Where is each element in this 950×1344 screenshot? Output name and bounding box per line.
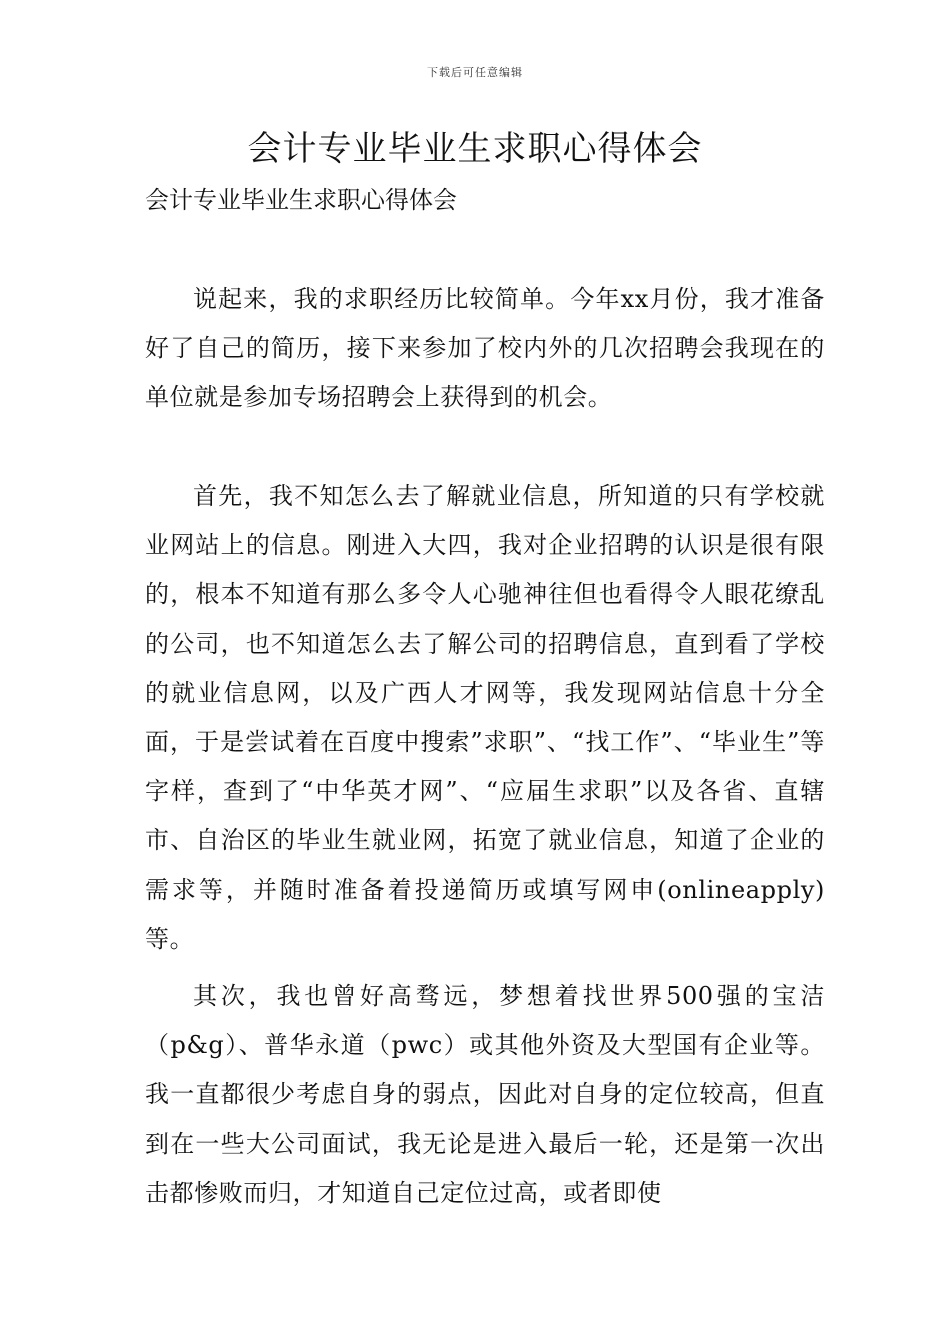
header-note: 下载后可任意编辑	[427, 66, 523, 79]
document-title: 会计专业毕业生求职心得体会	[247, 129, 703, 169]
paragraph: 其次，我也曾好高骛远，梦想着找世界500强的宝洁（p&g）、普华永道（pwc）或其他外资及大型国有企业等。我一直都很少考虑自身的弱点，因此对自身的定位较高，但直到在一些大公司面试，我无论是进入最后一轮，还是第一次出击都惨败而归，才知道自己定位过高，或者即使	[145, 982, 825, 1207]
paragraph: 说起来，我的求职经历比较简单。今年xx月份，我才准备好了自己的简历，接下来参加了校内外的几次招聘会我现在的单位就是参加专场招聘会上获得到的机会。	[145, 285, 825, 412]
paragraph: 首先，我不知怎么去了解就业信息，所知道的只有学校就业网站上的信息。刚进入大四，我对企业招聘的认识是很有限的，根本不知道有那么多令人心驰神往但也看得令人眼花缭乱的公司，也不知道怎么去了解公司的招聘信息，直到看了学校的就业信息网，以及广西人才网等，我发现网站信息十分全面，于是尝试着在百度中搜索”求职”、“找工作”、“毕业生”等字样，查到了“中华英才网”、“应届生求职”以及各省、直辖市、自治区的毕业生就业网，拓宽了就业信息，知道了企业的需求等，并随时准备着投递简历或填写网申(onlineapply)等。	[145, 482, 825, 953]
document-subtitle: 会计专业毕业生求职心得体会	[145, 186, 457, 214]
